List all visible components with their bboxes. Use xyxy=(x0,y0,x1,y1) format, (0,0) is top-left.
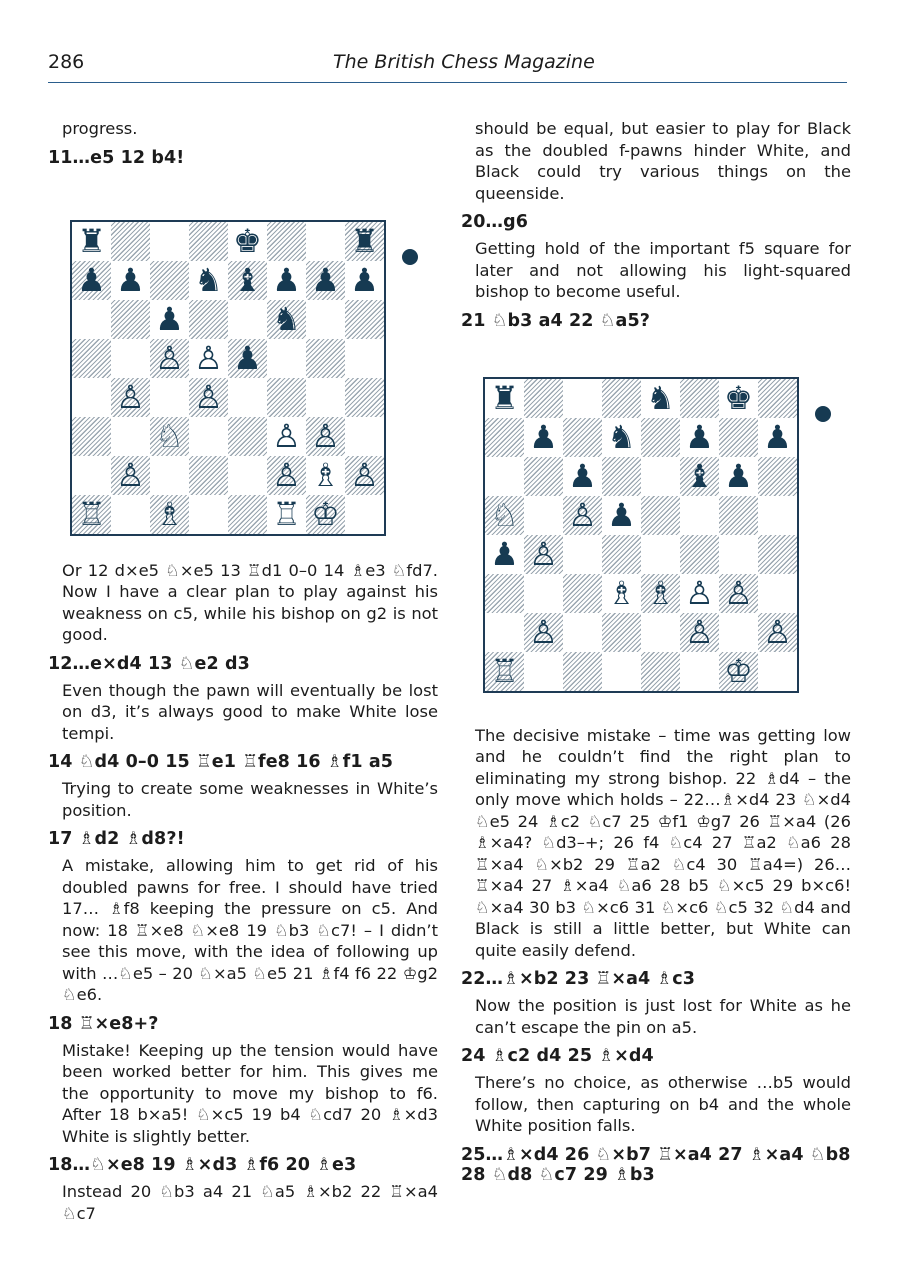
square-f3 xyxy=(267,417,306,456)
square-d3 xyxy=(189,417,228,456)
square-g5 xyxy=(306,339,345,378)
square-c8 xyxy=(150,222,189,261)
square-e6 xyxy=(228,300,267,339)
square-e2 xyxy=(228,456,267,495)
black-bishop-icon: ♝ xyxy=(685,457,714,495)
white-king-icon: ♔ xyxy=(724,652,753,690)
square-c6 xyxy=(150,300,189,339)
square-g8 xyxy=(719,379,758,418)
square-h1 xyxy=(345,495,384,534)
square-g5 xyxy=(719,496,758,535)
square-c4 xyxy=(150,378,189,417)
square-f5 xyxy=(680,496,719,535)
black-to-move-indicator xyxy=(815,406,831,422)
paragraph: Even though the pawn will eventually be lost on d3, it’s always good to make White lose tempi. xyxy=(62,680,438,743)
chessboard xyxy=(483,377,799,693)
square-f2 xyxy=(267,456,306,495)
paragraph: Now the position is just lost for White as he can’t escape the pin on a5. xyxy=(475,996,851,1037)
black-bishop-icon: ♝ xyxy=(233,261,262,299)
square-d2 xyxy=(189,456,228,495)
white-pawn-icon: ♙ xyxy=(763,613,792,651)
square-a2 xyxy=(485,613,524,652)
square-a3 xyxy=(72,417,111,456)
running-title: The British Chess Magazine xyxy=(333,51,595,73)
square-g1 xyxy=(719,652,758,691)
square-d4 xyxy=(189,378,228,417)
square-a6 xyxy=(72,300,111,339)
square-d1 xyxy=(189,495,228,534)
square-a1 xyxy=(72,495,111,534)
square-b7 xyxy=(524,418,563,457)
black-pawn-icon: ♟ xyxy=(272,261,301,299)
black-pawn-icon: ♟ xyxy=(568,457,597,495)
square-h8 xyxy=(345,222,384,261)
square-c4 xyxy=(563,535,602,574)
move-heading: 20…g6 xyxy=(461,212,529,232)
white-bishop-icon: ♗ xyxy=(646,574,675,612)
white-king-icon: ♔ xyxy=(311,495,340,533)
square-b2 xyxy=(111,456,150,495)
square-e6 xyxy=(641,457,680,496)
square-e1 xyxy=(228,495,267,534)
square-b5 xyxy=(524,496,563,535)
white-pawn-icon: ♙ xyxy=(194,378,223,416)
square-e3 xyxy=(641,574,680,613)
paragraph: The decisive mistake – time was getting low and he couldn’t find the right plan to eliminating my strong bishop. 22 ♗d4 – the only move which holds – 22…♗×d4 23 ♘×d4 ♘e5 24 ♗c2 ♘c7 25 ♔f1 ♔g7 26 ♖×a4 (26 ♗×a4? ♘d3–+; 26 f4 ♘c4 27 ♖a2 ♘a6 28 ♖×a4 ♘×b2 29 ♖a2 ♘c4 30 ♖a4=) 26…♖×a4 27 ♗×a4 ♘a6 28 b5 ♘×c5 29 b×c6! ♘×a4 30 b3 ♘×c6 31 ♘×c6 ♘c5 32 ♘d4 and Black is still a little better, but White can quite easily defend. xyxy=(475,725,851,960)
square-g6 xyxy=(719,457,758,496)
square-g4 xyxy=(719,535,758,574)
black-pawn-icon: ♟ xyxy=(490,535,519,573)
white-pawn-icon: ♙ xyxy=(685,574,714,612)
square-b8 xyxy=(111,222,150,261)
paragraph: Or 12 d×e5 ♘×e5 13 ♖d1 0–0 14 ♗e3 ♘fd7. Now I have a clear plan to play against his weakness on c5, while his bishop on g2 is not good. xyxy=(62,560,438,644)
black-pawn-icon: ♟ xyxy=(607,496,636,534)
square-b8 xyxy=(524,379,563,418)
move-heading: 12…e×d4 13 ♘e2 d3 xyxy=(48,653,250,674)
square-d7 xyxy=(189,261,228,300)
black-rook-icon: ♜ xyxy=(77,222,106,260)
paragraph: Mistake! Keeping up the tension would have been worked better for him. This gives me the opportunity to move my bishop to f6. After 18 b×a5! ♘×c5 19 b4 ♘cd7 20 ♗×d3 White is slightly better. xyxy=(62,1040,438,1146)
square-g8 xyxy=(306,222,345,261)
square-h7 xyxy=(345,261,384,300)
square-b3 xyxy=(111,417,150,456)
square-g4 xyxy=(306,378,345,417)
square-h2 xyxy=(345,456,384,495)
paragraph: Instead 20 ♘b3 a4 21 ♘a5 ♗×b2 22 ♖×a4 ♘c7 xyxy=(62,1182,438,1223)
white-pawn-icon: ♙ xyxy=(272,456,301,494)
square-g7 xyxy=(306,261,345,300)
square-a8 xyxy=(485,379,524,418)
black-king-icon: ♚ xyxy=(233,222,262,260)
square-d1 xyxy=(602,652,641,691)
black-pawn-icon: ♟ xyxy=(763,418,792,456)
square-h5 xyxy=(345,339,384,378)
black-king-icon: ♚ xyxy=(724,379,753,417)
square-d2 xyxy=(602,613,641,652)
square-h6 xyxy=(758,457,797,496)
paragraph: A mistake, allowing him to get rid of his doubled pawns for free. I should have tried 17… ♗f8 keeping the pressure on c5. And now: 18 ♖×e8 ♘×e8 19 ♘b3 ♘c7! – I didn’t see this move, with the idea of following up with …♘e5 – 20 ♘×a5 ♘e5 21 ♗f4 f6 22 ♔g2 ♘e6. xyxy=(62,856,438,1004)
square-g3 xyxy=(306,417,345,456)
black-knight-icon: ♞ xyxy=(646,379,675,417)
move-heading: 17 ♗d2 ♗d8?! xyxy=(48,829,185,849)
square-b6 xyxy=(111,300,150,339)
black-knight-icon: ♞ xyxy=(194,261,223,299)
square-d8 xyxy=(602,379,641,418)
square-c7 xyxy=(150,261,189,300)
white-knight-icon: ♘ xyxy=(155,417,184,455)
square-c1 xyxy=(563,652,602,691)
square-h8 xyxy=(758,379,797,418)
move-heading: 24 ♗c2 d4 25 ♗×d4 xyxy=(461,1046,654,1066)
white-pawn-icon: ♙ xyxy=(529,535,558,573)
black-to-move-indicator xyxy=(402,249,418,265)
square-a7 xyxy=(72,261,111,300)
square-e2 xyxy=(641,613,680,652)
square-c7 xyxy=(563,418,602,457)
paragraph: Getting hold of the important f5 square for later and not allowing his light-squared bishop to become useful. xyxy=(475,239,851,301)
square-d8 xyxy=(189,222,228,261)
square-e5 xyxy=(641,496,680,535)
square-h3 xyxy=(345,417,384,456)
square-h4 xyxy=(345,378,384,417)
square-a6 xyxy=(485,457,524,496)
square-g7 xyxy=(719,418,758,457)
square-b1 xyxy=(111,495,150,534)
square-a8 xyxy=(72,222,111,261)
square-h1 xyxy=(758,652,797,691)
move-heading: 25…♗×d4 26 ♘×b7 ♖×a4 27 ♗×a4 ♘b8 28 ♘d8 ♘c7 29 ♗b3 xyxy=(461,1144,851,1185)
white-pawn-icon: ♙ xyxy=(350,456,379,494)
square-f8 xyxy=(680,379,719,418)
square-g1 xyxy=(306,495,345,534)
square-h5 xyxy=(758,496,797,535)
square-e7 xyxy=(641,418,680,457)
square-d5 xyxy=(189,339,228,378)
square-h3 xyxy=(758,574,797,613)
square-b1 xyxy=(524,652,563,691)
page-number: 286 xyxy=(48,51,85,73)
white-rook-icon: ♖ xyxy=(77,495,106,533)
left-column xyxy=(48,118,438,1232)
move-heading: 21 ♘b3 a4 22 ♘a5? xyxy=(461,310,650,331)
black-pawn-icon: ♟ xyxy=(685,418,714,456)
white-pawn-icon: ♙ xyxy=(529,613,558,651)
square-a4 xyxy=(72,378,111,417)
paragraph: Trying to create some weaknesses in White’s position. xyxy=(62,779,438,820)
square-d7 xyxy=(602,418,641,457)
chess-diagram-1 xyxy=(48,174,438,560)
square-f6 xyxy=(680,457,719,496)
square-b4 xyxy=(524,535,563,574)
square-g6 xyxy=(306,300,345,339)
white-pawn-icon: ♙ xyxy=(116,378,145,416)
chess-diagram-2 xyxy=(461,337,851,725)
square-a4 xyxy=(485,535,524,574)
square-a5 xyxy=(485,496,524,535)
move-heading: 11…e5 12 b4! xyxy=(48,147,185,168)
page-header xyxy=(48,48,847,83)
square-e8 xyxy=(641,379,680,418)
white-pawn-icon: ♙ xyxy=(568,496,597,534)
square-b2 xyxy=(524,613,563,652)
square-f8 xyxy=(267,222,306,261)
black-pawn-icon: ♟ xyxy=(155,300,184,338)
square-c6 xyxy=(563,457,602,496)
square-f4 xyxy=(680,535,719,574)
square-g3 xyxy=(719,574,758,613)
square-h4 xyxy=(758,535,797,574)
square-c5 xyxy=(150,339,189,378)
black-pawn-icon: ♟ xyxy=(724,457,753,495)
white-rook-icon: ♖ xyxy=(272,495,301,533)
black-rook-icon: ♜ xyxy=(350,222,379,260)
white-pawn-icon: ♙ xyxy=(311,417,340,455)
black-pawn-icon: ♟ xyxy=(311,261,340,299)
square-a3 xyxy=(485,574,524,613)
move-heading: 22…♗×b2 23 ♖×a4 ♗c3 xyxy=(461,969,696,989)
square-e7 xyxy=(228,261,267,300)
white-pawn-icon: ♙ xyxy=(272,417,301,455)
paragraph: There’s no choice, as otherwise …b5 would follow, then capturing on b4 and the whole White position falls. xyxy=(475,1073,851,1135)
black-pawn-icon: ♟ xyxy=(350,261,379,299)
square-f2 xyxy=(680,613,719,652)
move-heading: 14 ♘d4 0–0 15 ♖e1 ♖fe8 16 ♗f1 a5 xyxy=(48,752,394,772)
square-e5 xyxy=(228,339,267,378)
white-knight-icon: ♘ xyxy=(490,496,519,534)
paragraph: should be equal, but easier to play for Black as the doubled f-pawns hinder White, and Black could try various things on the queenside. xyxy=(475,119,851,203)
square-c3 xyxy=(563,574,602,613)
move-heading: 18 ♖×e8+? xyxy=(48,1013,159,1034)
square-d4 xyxy=(602,535,641,574)
white-bishop-icon: ♗ xyxy=(155,495,184,533)
square-b4 xyxy=(111,378,150,417)
square-d6 xyxy=(602,457,641,496)
square-e1 xyxy=(641,652,680,691)
white-pawn-icon: ♙ xyxy=(116,456,145,494)
square-b3 xyxy=(524,574,563,613)
square-b7 xyxy=(111,261,150,300)
right-column xyxy=(461,118,851,1191)
square-e8 xyxy=(228,222,267,261)
move-heading: 18…♘×e8 19 ♗×d3 ♗f6 20 ♗e3 xyxy=(48,1155,357,1175)
square-c8 xyxy=(563,379,602,418)
square-e3 xyxy=(228,417,267,456)
black-pawn-icon: ♟ xyxy=(77,261,106,299)
square-f5 xyxy=(267,339,306,378)
square-f1 xyxy=(267,495,306,534)
square-e4 xyxy=(228,378,267,417)
square-e4 xyxy=(641,535,680,574)
square-h2 xyxy=(758,613,797,652)
square-h6 xyxy=(345,300,384,339)
square-d5 xyxy=(602,496,641,535)
white-pawn-icon: ♙ xyxy=(685,613,714,651)
square-b5 xyxy=(111,339,150,378)
square-f7 xyxy=(267,261,306,300)
square-g2 xyxy=(306,456,345,495)
square-c2 xyxy=(150,456,189,495)
black-knight-icon: ♞ xyxy=(607,418,636,456)
square-c1 xyxy=(150,495,189,534)
black-pawn-icon: ♟ xyxy=(233,339,262,377)
white-pawn-icon: ♙ xyxy=(724,574,753,612)
square-f6 xyxy=(267,300,306,339)
square-f1 xyxy=(680,652,719,691)
black-knight-icon: ♞ xyxy=(272,300,301,338)
square-a5 xyxy=(72,339,111,378)
square-b6 xyxy=(524,457,563,496)
square-f3 xyxy=(680,574,719,613)
square-d6 xyxy=(189,300,228,339)
square-a2 xyxy=(72,456,111,495)
black-rook-icon: ♜ xyxy=(490,379,519,417)
white-pawn-icon: ♙ xyxy=(194,339,223,377)
square-c3 xyxy=(150,417,189,456)
square-c5 xyxy=(563,496,602,535)
square-h7 xyxy=(758,418,797,457)
square-c2 xyxy=(563,613,602,652)
square-f7 xyxy=(680,418,719,457)
white-pawn-icon: ♙ xyxy=(155,339,184,377)
white-rook-icon: ♖ xyxy=(490,652,519,690)
square-f4 xyxy=(267,378,306,417)
chessboard xyxy=(70,220,386,536)
white-bishop-icon: ♗ xyxy=(311,456,340,494)
white-bishop-icon: ♗ xyxy=(607,574,636,612)
square-a1 xyxy=(485,652,524,691)
square-a7 xyxy=(485,418,524,457)
paragraph: progress. xyxy=(62,119,138,138)
square-g2 xyxy=(719,613,758,652)
black-pawn-icon: ♟ xyxy=(529,418,558,456)
square-d3 xyxy=(602,574,641,613)
black-pawn-icon: ♟ xyxy=(116,261,145,299)
